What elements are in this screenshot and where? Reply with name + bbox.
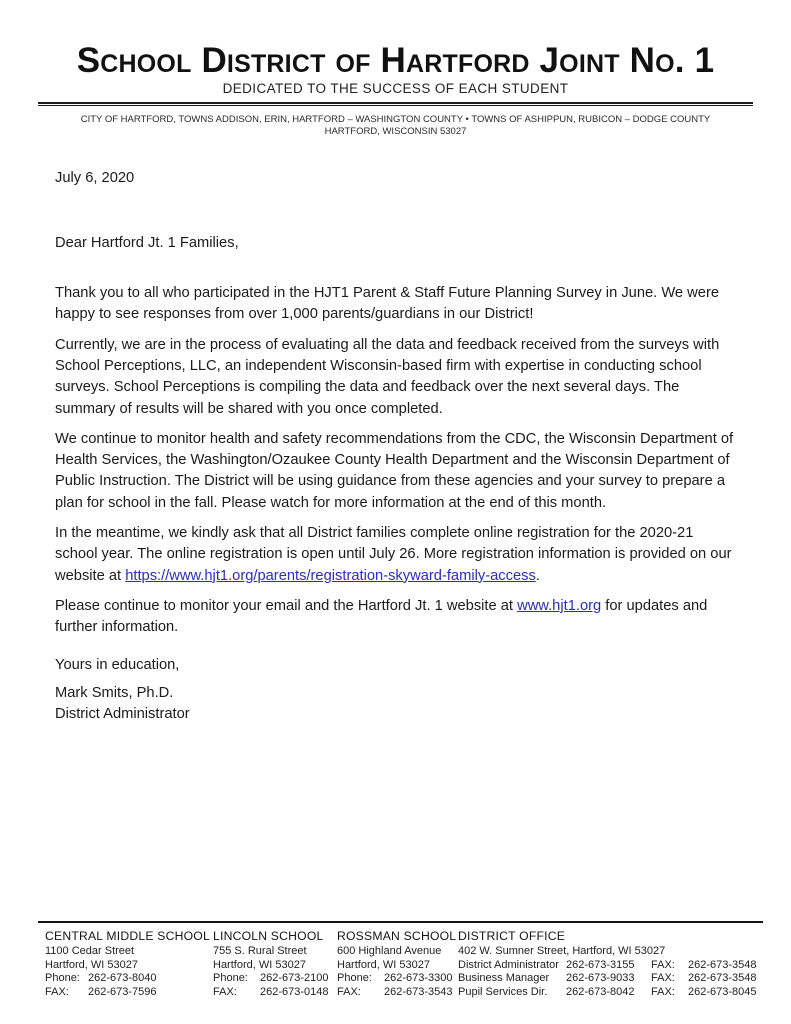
school-address1: 755 S. Rural Street [213,944,307,957]
school-name: ROSSMAN SCHOOL [337,929,457,943]
fax-label: FAX: [651,972,675,985]
office-phone: 262-673-3155 [566,958,635,971]
signature-block [55,683,737,726]
district-office-row [458,972,763,986]
footer-district-office [458,930,763,1000]
district-office-row [458,959,763,973]
registration-text-after: . [535,567,540,584]
district-office-row [458,986,763,1000]
office-phone: 262-673-9033 [566,972,635,985]
paragraph-evaluation: Currently, we are in the process of evaluating all the data and feedback received from the surveys with School Perceptions, LLC, an independent Wisconsin-based firm with expertise in conducting school surveys. School Perceptions is compiling the data and feedback over the next several days. The summary of results will be shared with you once completed. [55,336,720,417]
service-area-line2: HARTFORD, WISCONSIN 53027 [324,126,467,137]
office-role: District Administrator [458,958,559,971]
letter-footer [38,921,763,1000]
school-address1: 1100 Cedar Street [45,944,135,957]
office-role: Business Manager [458,972,550,985]
school-phone-row [213,972,337,986]
footer-rossman-school [337,930,458,1000]
header-divider [38,102,753,106]
phone-number: 262-673-8040 [88,972,157,985]
salutation: Dear Hartford Jt. 1 Families, [55,234,239,251]
fax-label: FAX: [651,958,675,971]
phone-number: 262-673-3300 [384,972,453,985]
paragraph-health-safety: We continue to monitor health and safety recommendations from the CDC, the Wisconsin Department of Health Services, the Washington/Ozaukee County Health Department and the Wisconsin Department of Public Instruction. The District will be using guidance from these agencies and your survey to prepare a plan for school in the fall. Please watch for more information at the end of this month. [55,430,734,511]
office-fax: 262-673-3548 [688,972,757,985]
fax-number: 262-673-0148 [260,986,329,999]
fax-label: FAX: [45,986,69,999]
letterhead [0,0,791,139]
monitor-text-after: for updates and further information. [55,597,708,636]
office-phone: 262-673-8042 [566,986,635,999]
school-phone-row [45,972,213,986]
office-role: Pupil Services Dir. [458,986,548,999]
registration-text: In the meantime, we kindly ask that all District families complete online registration for the 2020-21 school year. The online registration is open until July 26. More registration information is provided on our website at [55,525,732,584]
service-area [0,114,791,139]
phone-label: Phone: [213,972,248,985]
phone-label: Phone: [337,972,372,985]
letter-body [55,168,737,726]
fax-number: 262-673-3543 [384,986,453,999]
monitor-text: Please continue to monitor your email and the Hartford Jt. 1 website at [55,597,518,614]
district-tagline: DEDICATED TO THE SUCCESS OF EACH STUDENT [222,81,569,96]
fax-label: FAX: [213,986,237,999]
district-website-link[interactable]: www.hjt1.org [517,597,602,614]
paragraph-registration [55,523,737,587]
fax-label: FAX: [337,986,361,999]
phone-number: 262-673-2100 [260,972,329,985]
service-area-line1: CITY OF HARTFORD, TOWNS ADDISON, ERIN, HARTFORD – WASHINGTON COUNTY • TOWNS OF ASHIPPUN, RUBICON – DODGE COUNTY [80,113,711,125]
district-office-name: DISTRICT OFFICE [458,929,566,943]
phone-label: Phone: [45,972,80,985]
office-fax: 262-673-8045 [688,986,757,999]
fax-label: FAX: [651,986,675,999]
registration-link[interactable]: https://www.hjt1.org/parents/registration-skyward-family-access [125,567,536,584]
district-title: School District of Hartford Joint No. 1 [76,41,715,80]
school-address2: Hartford, WI 53027 [213,958,306,971]
closing: Yours in education, [55,656,180,673]
signer-title: District Administrator [55,706,190,723]
footer-lincoln-school [213,930,337,1000]
letter-date: July 6, 2020 [55,169,135,186]
school-fax-row [45,986,213,1000]
school-address1: 600 Highland Avenue [337,944,442,957]
footer-central-middle-school [45,930,213,1000]
school-fax-row [213,986,337,1000]
paragraph-thank-you: Thank you to all who participated in the HJT1 Parent & Staff Future Planning Survey in June. We were happy to see responses from over 1,000 parents/guardians in our District! [55,285,720,323]
office-fax: 262-673-3548 [688,958,757,971]
school-name: LINCOLN SCHOOL [213,929,324,943]
paragraph-monitor [55,596,737,639]
school-name: CENTRAL MIDDLE SCHOOL [45,929,210,943]
fax-number: 262-673-7596 [88,986,157,999]
school-address2: Hartford, WI 53027 [45,958,138,971]
school-phone-row [337,972,458,986]
district-office-address: 402 W. Sumner Street, Hartford, WI 53027 [458,944,666,957]
school-fax-row [337,986,458,1000]
signer-name: Mark Smits, Ph.D. [55,684,174,701]
school-address2: Hartford, WI 53027 [337,958,430,971]
